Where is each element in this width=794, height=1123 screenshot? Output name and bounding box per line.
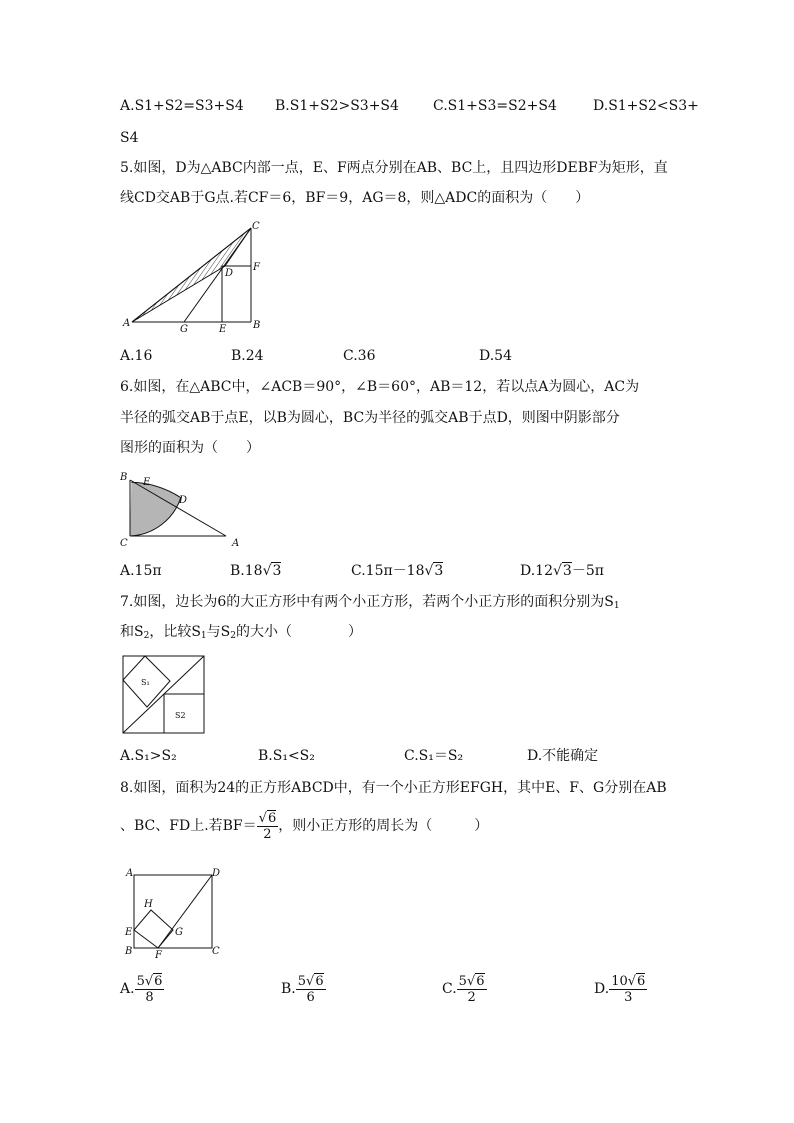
q6-option-d[interactable]: D.12√3－5π bbox=[520, 563, 604, 579]
q4-option-a-expr: S1+S2=S3+S4 bbox=[134, 98, 244, 114]
q4-option-b-expr: S1+S2>S3+S4 bbox=[289, 98, 399, 114]
q5-option-a[interactable]: A.16 bbox=[120, 348, 153, 364]
q5-label-g: G bbox=[180, 324, 188, 334]
q8-label-h: H bbox=[144, 899, 153, 910]
q4-option-c[interactable]: C.S1+S3=S2+S4 bbox=[433, 98, 557, 114]
q8-figure bbox=[118, 862, 224, 958]
q6-option-c[interactable]: C.15π－18√3 bbox=[351, 563, 444, 579]
q8-option-a[interactable]: A. $\frac{5√6}{8}$ bbox=[120, 973, 163, 1005]
q8-text-line2: 、BC、FD上.若BF＝ $\frac{√6}{2}$ ，则小正方形的周长为（ ） bbox=[120, 810, 489, 842]
q6-label-e: E bbox=[143, 477, 151, 488]
q4-option-d-expr: S1+S2<S3+ bbox=[608, 98, 699, 114]
q6-shaded-region bbox=[130, 482, 181, 536]
q5-label-d: D bbox=[225, 268, 234, 279]
q5-label-e: E bbox=[219, 324, 227, 334]
q5-text-line1: 5.如图，D为△ABC内部一点，E、F两点分别在AB、BC上，且四边形DEBF为矩形，直 bbox=[120, 160, 668, 176]
q5-option-d[interactable]: D.54 bbox=[479, 348, 512, 364]
q4-option-a[interactable]: A.S1+S2=S3+S4 bbox=[120, 98, 244, 114]
q6-text-line3: 图形的面积为（ ） bbox=[120, 440, 260, 456]
q6-option-a[interactable]: A.15π bbox=[120, 563, 162, 579]
q8-label-g: G bbox=[175, 927, 183, 938]
q5-option-b[interactable]: B.24 bbox=[231, 348, 264, 364]
q7-figure bbox=[118, 652, 210, 736]
q6-label-d: D bbox=[179, 495, 188, 506]
q6-option-b[interactable]: B.18√3 bbox=[230, 563, 282, 579]
q8-option-b[interactable]: B. $\frac{5√6}{6}$ bbox=[281, 973, 324, 1005]
q4-option-d[interactable]: D.S1+S2<S3+ bbox=[593, 98, 699, 114]
q7-option-d[interactable]: D.不能确定 bbox=[527, 748, 599, 764]
q8-option-d[interactable]: D. $\frac{10√6}{3}$ bbox=[594, 973, 646, 1005]
q6-label-b: B bbox=[120, 472, 128, 483]
q8-label-a: A bbox=[126, 868, 134, 879]
q7-label-s2: S2 bbox=[175, 711, 186, 720]
q5-label-c: C bbox=[252, 221, 260, 232]
q4-option-b[interactable]: B.S1+S2>S3+S4 bbox=[275, 98, 399, 114]
q5-label-f: F bbox=[253, 262, 260, 273]
q6-label-a: A bbox=[232, 538, 240, 549]
q6-figure bbox=[116, 468, 250, 552]
q8-bf-fraction: $\frac{√6}{2}$ bbox=[258, 810, 277, 842]
q8-label-c: C bbox=[212, 946, 220, 957]
q6-text-line1: 6.如图，在△ABC中，∠ACB＝90°，∠B＝60°，AB＝12，若以点A为圆心，AC为 bbox=[120, 379, 640, 395]
q7-option-b[interactable]: B.S₁<S₂ bbox=[258, 748, 315, 764]
q7-option-c[interactable]: C.S₁＝S₂ bbox=[404, 748, 464, 764]
q4-option-d-continuation: S4 bbox=[120, 130, 139, 146]
q8-text-line1: 8.如图，面积为24的正方形ABCD中，有一个小正方形EFGH，其中E、F、G分别在AB bbox=[120, 780, 667, 796]
q8-small-square-efgh bbox=[134, 910, 173, 948]
q6-label-c: C bbox=[120, 538, 128, 549]
q8-option-c[interactable]: C. $\frac{5√6}{2}$ bbox=[442, 973, 485, 1005]
q7-label-s1: S₁ bbox=[141, 678, 150, 687]
q5-text-line2: 线CD交AB于G点.若CF＝6，BF＝9，AG＝8，则△ADC的面积为（ ） bbox=[120, 190, 590, 206]
q5-figure bbox=[118, 218, 268, 334]
q7-option-a[interactable]: A.S₁>S₂ bbox=[120, 748, 177, 764]
q8-label-f: F bbox=[155, 950, 162, 958]
q8-label-b: B bbox=[125, 946, 133, 957]
q7-text-line2: 和$S_2$，比较$S_1$与$S_2$的大小（ ） bbox=[120, 624, 362, 641]
q5-option-c[interactable]: C.36 bbox=[343, 348, 376, 364]
q8-label-d: D bbox=[212, 868, 221, 879]
q8-label-e: E bbox=[125, 927, 133, 938]
q5-label-b: B bbox=[253, 320, 261, 331]
q7-text-line1: 7.如图，边长为6的大正方形中有两个小正方形，若两个小正方形的面积分别为$S_1$ bbox=[120, 594, 620, 611]
q5-label-a: A bbox=[123, 318, 131, 329]
q6-text-line2: 半径的弧交AB于点E，以B为圆心，BC为半径的弧交AB于点D，则图中阴影部分 bbox=[120, 410, 620, 426]
q4-option-c-expr: S1+S3=S2+S4 bbox=[447, 98, 557, 114]
